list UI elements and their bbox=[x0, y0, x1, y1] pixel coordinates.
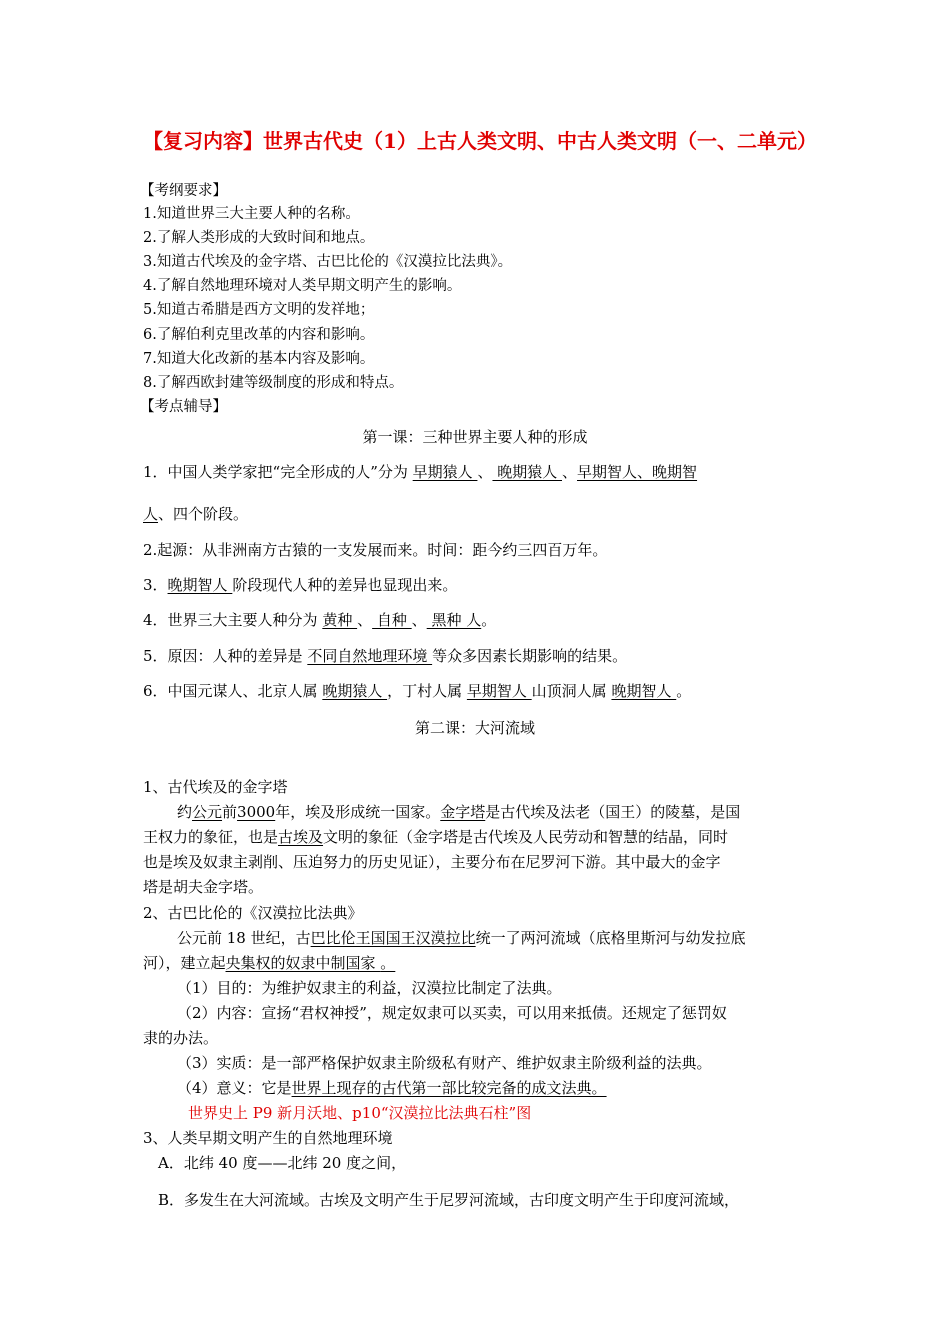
section-2-line: （2）内容：宣扬“君权神授”，规定奴隶可以买卖，可以用来抵债。还规定了惩罚奴 bbox=[177, 1004, 727, 1022]
q3-text: 阶段现代人种的差异也显现出来。 bbox=[232, 576, 458, 594]
underlined-term: 巴比伦王国国王汉漠拉比 bbox=[310, 929, 476, 947]
q6-text: 山顶洞人属 bbox=[531, 682, 612, 700]
answer-blank: 、晚期智 bbox=[637, 463, 698, 481]
text: 约 bbox=[177, 803, 193, 821]
separator: 。 bbox=[481, 611, 497, 629]
section-2-line bbox=[177, 928, 746, 948]
underlined-term: 公元 bbox=[192, 803, 223, 821]
section-1-line: 塔是胡夫金字塔。 bbox=[143, 878, 264, 896]
separator: 、 bbox=[562, 463, 578, 481]
text: （4）意义：它是 bbox=[177, 1079, 292, 1097]
section-1-line: 也是埃及奴隶主剥削、压迫努力的历史见证），主要分布在尼罗河下游。其中最大的金字 bbox=[143, 853, 721, 871]
question-1-continued bbox=[143, 504, 248, 524]
separator: 、 bbox=[357, 611, 373, 629]
answer-blank: 早期猿人 bbox=[412, 463, 478, 481]
section-3-heading: 3、人类早期文明产生的自然地理环境 bbox=[143, 1129, 393, 1147]
q5-text: 5．原因：人种的差异是 bbox=[143, 647, 308, 665]
answer-blank: 黄种 bbox=[322, 611, 358, 629]
answer-blank: 晚期智人 bbox=[611, 682, 677, 700]
text: 王权力的象征，也是 bbox=[143, 828, 279, 846]
q1-text: 、四个阶段。 bbox=[158, 505, 249, 523]
section-1-heading: 1、古代埃及的金字塔 bbox=[143, 778, 288, 796]
section-1-line bbox=[143, 827, 728, 847]
text: 年，埃及形成统一国家。 bbox=[275, 803, 441, 821]
lesson1-title: 第一课：三种世界主要人种的形成 bbox=[362, 428, 588, 446]
kaogang-item: 8.了解西欧封建等级制度的形成和特点。 bbox=[143, 375, 404, 391]
section-2-line: （1）目的：为维护奴隶主的利益，汉漠拉比制定了法典。 bbox=[177, 979, 562, 997]
underlined-term: 3000 bbox=[237, 803, 276, 821]
underlined-term: 古埃及 bbox=[278, 828, 324, 846]
underlined-term: 金字塔 bbox=[440, 803, 486, 821]
question-2: 2.起源：从非洲南方古猿的一支发展而来。时间：距今约三四百万年。 bbox=[143, 541, 608, 559]
q3-number: 3． bbox=[143, 576, 168, 594]
q6-text: 。 bbox=[676, 682, 692, 700]
q6-text: ，丁村人属 bbox=[387, 682, 467, 700]
kaogang-item: 7.知道大化改新的基本内容及影响。 bbox=[143, 351, 375, 367]
section-2-heading: 2、古巴比伦的《汉漠拉比法典》 bbox=[143, 904, 363, 922]
q6-text: 6．中国元谋人、北京人属 bbox=[143, 682, 323, 700]
answer-blank: 不同自然地理环境 bbox=[307, 647, 433, 665]
underlined-term: 世界上现存的古代第一部比较完备的成文法典。 bbox=[291, 1079, 607, 1097]
answer-blank: 早期智人 bbox=[577, 463, 638, 481]
section-2-line bbox=[177, 1078, 607, 1098]
fudao-heading: 【考点辅导】 bbox=[140, 399, 227, 415]
text: 。 bbox=[380, 954, 396, 972]
answer-blank: 晚期智人 bbox=[167, 576, 233, 594]
answer-blank: 黑种 人 bbox=[426, 611, 482, 629]
section-2-line: 隶的办法。 bbox=[143, 1029, 219, 1047]
answer-blank: 自种 bbox=[372, 611, 412, 629]
lesson2-title: 第二课：大河流域 bbox=[414, 719, 535, 737]
text: 文明的象征（金字塔是古代埃及人民劳动和智慧的结晶，同时 bbox=[323, 828, 729, 846]
question-6 bbox=[143, 681, 691, 701]
text: 是古代埃及法老（国王）的陵墓，是国 bbox=[485, 803, 741, 821]
question-3 bbox=[143, 575, 457, 595]
q1-text: 1．中国人类学家把“完全形成的人”分为 bbox=[143, 463, 413, 481]
answer-blank: 早期智人 bbox=[466, 682, 532, 700]
separator: 、 bbox=[477, 463, 493, 481]
separator: 、 bbox=[411, 611, 427, 629]
section-3-line: B．多发生在大河流域。古埃及文明产生于尼罗河流域，古印度文明产生于印度河流域， bbox=[158, 1191, 740, 1209]
text: 统一了两河流域（底格里斯河与幼发拉底 bbox=[475, 929, 746, 947]
textbook-note: 世界史上 P9 新月沃地、p10“汉漠拉比法典石柱”图 bbox=[188, 1104, 532, 1122]
section-1-line bbox=[177, 802, 740, 822]
underlined-term: 央集权的奴隶中制国家 bbox=[225, 954, 381, 972]
kaogang-item: 2.了解人类形成的大致时间和地点。 bbox=[143, 230, 375, 246]
answer-blank: 晚期猿人 bbox=[322, 682, 388, 700]
section-2-line: （3）实质：是一部严格保护奴隶主阶级私有财产、维护奴隶主阶级利益的法典。 bbox=[177, 1054, 712, 1072]
section-3-line: A．北纬 40 度——北纬 20 度之间， bbox=[158, 1154, 407, 1172]
document-title: 【复习内容】世界古代史（1）上古人类文明、中古人类文明（一、二单元） bbox=[143, 129, 817, 153]
answer-blank: 人 bbox=[143, 505, 159, 523]
text: 前 bbox=[222, 803, 238, 821]
kaogang-heading: 【考纲要求】 bbox=[140, 183, 227, 199]
kaogang-item: 3.知道古代埃及的金字塔、古巴比伦的《汉漠拉比法典》。 bbox=[143, 254, 513, 270]
kaogang-item: 6.了解伯利克里改革的内容和影响。 bbox=[143, 327, 375, 343]
q5-text: 等众多因素长期影响的结果。 bbox=[432, 647, 628, 665]
question-4 bbox=[143, 610, 496, 630]
question-5 bbox=[143, 646, 627, 666]
kaogang-item: 4.了解自然地理环境对人类早期文明产生的影响。 bbox=[143, 278, 462, 294]
section-2-line bbox=[143, 953, 395, 973]
kaogang-item: 5.知道古希腊是西方文明的发祥地； bbox=[143, 302, 375, 318]
kaogang-item: 1.知道世界三大主要人种的名称。 bbox=[143, 206, 360, 222]
answer-blank: 晚期猿人 bbox=[492, 463, 562, 481]
question-1 bbox=[143, 462, 697, 482]
text: 河），建立起 bbox=[143, 954, 226, 972]
text: 公元前 18 世纪，古 bbox=[177, 929, 311, 947]
q4-text: 4．世界三大主要人种分为 bbox=[143, 611, 323, 629]
